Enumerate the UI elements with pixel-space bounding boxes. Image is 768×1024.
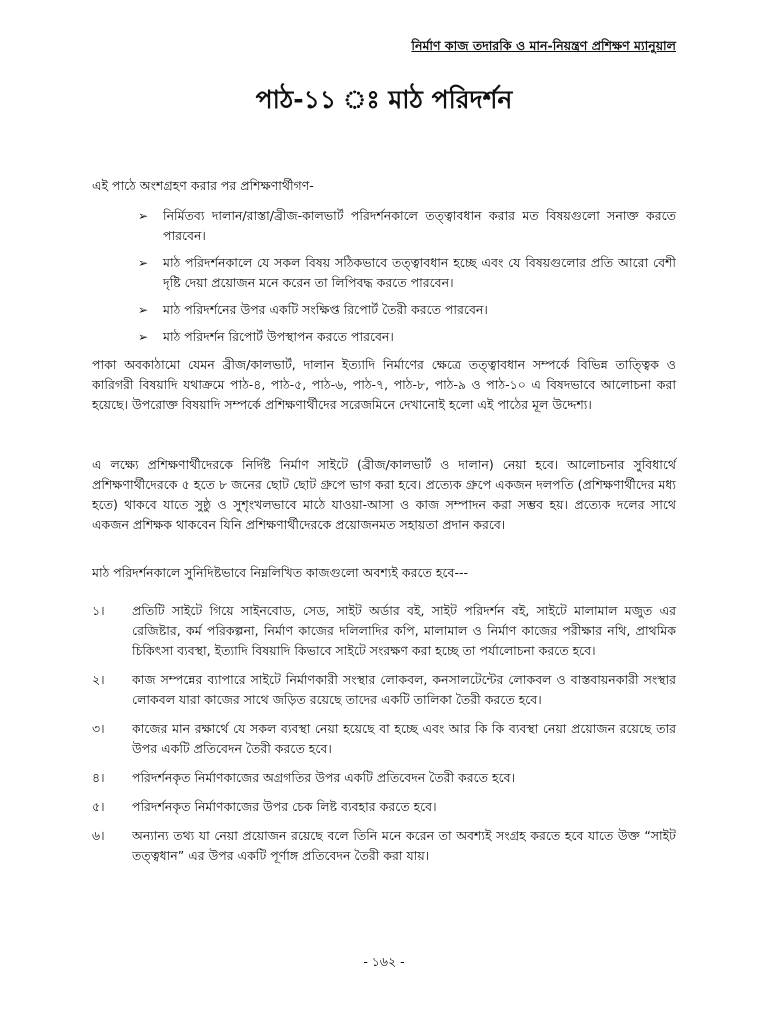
task-number: ১। (92, 603, 105, 618)
task-text: কাজ সম্পন্নের ব্যাপারে সাইটে নির্মাণকারী সংস্থার লোকবল, কনসালটেন্টের লোকবল ও বাস্তবায়নকারী সংস্থার লোকবল যারা কাজের সাথে জড়িত রয়েছে তাদের একটি তালিকা তৈরী করতে হবে। (132, 672, 676, 707)
page-number: - ১৬২ - (363, 954, 405, 969)
intro-text: এই পাঠে অংশগ্রহণ করার পর প্রশিক্ষণার্থীগণ- (92, 178, 314, 193)
task-text: পরিদর্শনকৃত নির্মাণকাজের উপর চেক লিষ্ট ব্যবহার করতে হবে। (132, 799, 437, 814)
task-text: পরিদর্শনকৃত নির্মাণকাজের অগ্রগতির উপর একটি প্রতিবেদন তৈরী করতে হবে। (132, 770, 516, 785)
task-number: ২। (92, 672, 105, 687)
task-number: ৪। (92, 770, 105, 785)
task-text: অন্যান্য তথ্য যা নেয়া প্রয়োজন রয়েছে বলে তিনি মনে করেন তা অবশ্যই সংগ্রহ করতে হবে যাতে উক্ত “সাইট তত্ত্বধান” এর উপর একটি পূর্ণাঙ্গ প্রতিবেদন তৈরী করা যায়। (132, 828, 676, 863)
task-item (92, 601, 676, 661)
objective-text: নির্মিতব্য দালান/রাস্তা/ব্রীজ-কালভার্ট পরিদর্শনকালে তত্ত্বাবধান করার মত বিষয়গুলো সনাক্ত করতে পারবেন। (163, 208, 676, 243)
task-text: প্রতিটি সাইটে গিয়ে সাইনবোড, সেড, সাইট অর্ডার বই, সাইট পরিদর্শন বই, সাইটে মালামাল মজুত এর রেজিষ্টার, কর্ম পরিকল্পনা, নির্মাণ কাজের দলিলাদির কপি, মালামাল ও নির্মাণ কাজের পরীক্ষার নথি, প্রাথমিক চিকিৎসা ব্যবস্থা, ইত্যাদি বিষয়াদি কিভাবে সাইটে সংরক্ষণ করা হচ্ছে তা পর্যালোচনা করতে হবে। (132, 603, 676, 658)
objective-text: মাঠ পরিদর্শনের উপর একটি সংক্ষিপ্ত রিপোর্ট তৈরী করতে পারবেন। (163, 302, 488, 317)
body-paragraph: এ লক্ষ্যে প্রশিক্ষণার্থীদেরকে নির্দিষ্ট নির্মাণ সাইটে (ব্রীজ/কালভার্ট ও দালান) নেয়া হবে। আলোচনার সুবিধার্থে প্রশিক্ষণার্থীদেরকে ৫ হতে ৮ জনের ছোট ছোট গ্রুপে ভাগ করা হবে। প্রত্যেক গ্রুপে একজন দলপতি (প্রশিক্ষণার্থীদের মধ্য হতে) থাকবে যাতে সুষ্ঠু ও সুশৃংখলভাবে মাঠে যাওয়া-আসা ও কাজ সম্পাদন করা সম্ভব হয়। প্রত্যেক দলের সাথে একজন প্রশিক্ষক থাকবেন যিনি প্রশিক্ষণার্থীদেরকে প্রয়োজনমত সহায়তা প্রদান করবে। (92, 457, 676, 532)
arrow-bullet-icon: ➢ (138, 330, 149, 344)
arrow-bullet-icon: ➢ (138, 209, 149, 223)
running-header: নির্মাণ কাজ তদারকি ও মান-নিয়ন্ত্রণ প্রশিক্ষণ ম্যানুয়াল (411, 38, 676, 53)
task-number: ৫। (92, 799, 105, 814)
task-item (92, 768, 676, 788)
task-item (92, 797, 676, 817)
arrow-bullet-icon: ➢ (138, 256, 149, 270)
task-item (92, 719, 676, 759)
objective-item (138, 327, 676, 347)
page-title: পাঠ-১১ ঃ মাঠ পরিদর্শন (255, 85, 513, 114)
objective-text: মাঠ পরিদর্শন রিপোর্ট উপস্থাপন করতে পারবেন। (163, 329, 394, 344)
arrow-bullet-icon: ➢ (138, 303, 149, 317)
body-paragraph: মাঠ পরিদর্শনকালে সুনিদিষ্টভাবে নিম্নলিখিত কাজগুলো অবশ্যই করতে হবে--- (92, 565, 468, 580)
task-item (92, 670, 676, 710)
task-number: ৬। (92, 828, 105, 843)
body-paragraph: পাকা অবকাঠামো যেমন ব্রীজ/কালভার্ট, দালান ইত্যাদি নির্মাণের ক্ষেত্রে তত্ত্বাবধান সম্পর্কে বিভিন্ন তাত্ত্বিক ও কারিগরী বিষয়াদি যথাক্রমে পাঠ-৪, পাঠ-৫, পাঠ-৬, পাঠ-৭, পাঠ-৮, পাঠ-৯ ও পাঠ-১০ এ বিষদভাবে আলোচনা করা হয়েছে। উপরোক্ত বিষয়াদি সম্পর্কে প্রশিক্ষণার্থীদের সরেজমিনে দেখানোই হলো এই পাঠের মূল উদ্দেশ্য। (92, 357, 676, 412)
objective-item (138, 300, 676, 320)
objective-item (138, 206, 676, 246)
objectives-list (138, 206, 676, 354)
tasks-list (92, 601, 676, 875)
objective-item (138, 253, 676, 293)
task-item (92, 826, 676, 866)
objective-text: মাঠ পরিদর্শনকালে যে সকল বিষয় সঠিকভাবে তত্ত্বাবধান হচ্ছে এবং যে বিষয়গুলোর প্রতি আরো বেশী দৃষ্টি দেয়া প্রয়োজন মনে করেন তা লিপিবদ্ধ করতে পারবেন। (163, 255, 676, 290)
task-text: কাজের মান রক্ষার্থে যে সকল ব্যবস্থা নেয়া হয়েছে বা হচ্ছে এবং আর কি কি ব্যবস্থা নেয়া প্রয়োজন রয়েছে তার উপর একটি প্রতিবেদন তৈরী করতে হবে। (132, 721, 676, 756)
task-number: ৩। (92, 721, 105, 736)
